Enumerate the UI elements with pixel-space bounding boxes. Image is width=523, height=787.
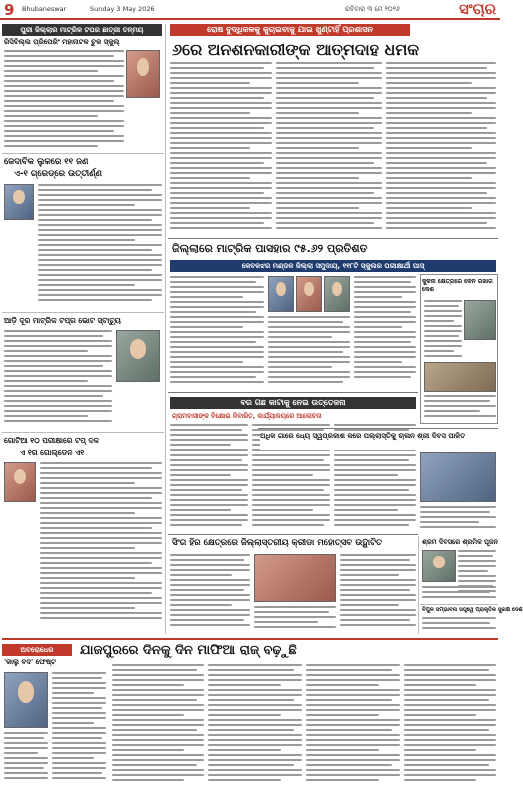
mid-headline: ଅଧିକ ଗାରେ ଧ୍ୟେ ସ୍ୱପ୍ରକାଶ କରେ ପଲ୍ଲାସ୍ତିକୁ ଚାଳାନ ଶ୍ରୀ ଦିବସ ପାଳିତ <box>260 432 496 450</box>
left-headline-2a: ଜେଦାବିକ ଲୁକରେ ୧୧ ଜଣ <box>4 157 89 167</box>
topper-photo-3 <box>324 276 350 312</box>
masthead-logo: ସଂଚାର <box>459 0 496 18</box>
right-photo-2 <box>424 362 496 392</box>
left-top-band: ପୁରୀ ଜିଲ୍ଲାର ମାଟ୍ରିକ ଟପର ଛାତ୍ରୀ ତନ୍ମୟ <box>2 24 162 36</box>
bottom-kicker: ଅବରୋଧେର <box>2 644 72 656</box>
bottom-body-col2 <box>208 664 302 782</box>
student-photo-1 <box>126 50 160 98</box>
result-headline: ଜିଲ୍ଲାରେ ମାଟ୍ରିକ ପାସହାର ୯୫.୬୨ ପ୍ରତିଶତ <box>172 242 368 255</box>
right-body-3 <box>422 617 496 633</box>
bottom-body-col0 <box>52 672 106 782</box>
bottom-body-col1 <box>112 664 204 782</box>
left-headline-4b: ଏ ୧ଗ ଗୋଲ୍ଡେନ ଏ୧ <box>20 448 85 457</box>
result-body-col1 <box>170 276 264 388</box>
centre-body-col1 <box>170 424 248 532</box>
left-top-body <box>4 50 124 150</box>
mid-body <box>420 506 496 532</box>
left-body-2 <box>38 184 162 306</box>
bottom-photo <box>4 672 48 728</box>
left-headline-4: ଗୋଟିଆ ୧୦ ପରୀକ୍ଷାରେ ଟପ୍ ଦଳ <box>4 436 99 445</box>
main-body-col3 <box>386 62 496 237</box>
left-body-4 <box>40 462 162 627</box>
right-body-2b <box>422 586 496 602</box>
top-banner: ରୋଷ ବୁଦ୍ଧିକଳକୁ କୁଚାଇବାକୁ ଯାଇ ଖୁଣ୍ଟାହିଁ ପ୍ରଶାସନ <box>170 24 410 36</box>
student-photo-2 <box>4 184 34 220</box>
sports-photo <box>254 554 336 602</box>
main-body-col2 <box>276 62 382 237</box>
centre-band: ବର ଗଛ କାଟାକୁ ନେଇ ଉତ୍ତେଜନା <box>170 397 416 409</box>
right-headline-2: ଶ୍ରମ ଦିବସରେ ଶ୍ରମିକ ପୂଜନ <box>422 538 499 546</box>
right-photo-1 <box>464 300 496 340</box>
left-headline-3: ଆଡ଼ି ଦୂର ମାଟ୍ରିକ ଟପ୍‌ର ଭୋଟ ସ୍ଟାଚ୍ୟୁ <box>4 316 121 325</box>
right-body-1a <box>424 300 462 360</box>
page-header <box>0 0 500 20</box>
right-body-1b <box>424 395 496 422</box>
bottom-kicker-2: 'କାଲୁ ବଦ' ଫେଷ୍ଟ <box>4 658 56 666</box>
main-headline: ୬ରେ ଅନଶନକାରୀଙ୍କ ଆତ୍ମଦାହ ଧମକ <box>172 40 420 59</box>
bottom-headline: ଯାଜପୁରରେ ଦିନକୁ ଦିନ ମାଫିଆ ରାଜ୍ ବଢ଼ୁଛି <box>80 643 297 658</box>
main-body-col1 <box>170 62 272 237</box>
result-body-col2 <box>268 316 350 388</box>
student-photo-3 <box>116 330 160 382</box>
bottom-body-col4 <box>404 664 496 782</box>
left-body-3 <box>4 330 112 426</box>
bottom-body-caption <box>4 732 48 782</box>
result-subband: କେବଳଝର ମଣ୍ଡଳ ଜିଲ୍ଲା ସମୁଦାୟ, ୧୧୮ଟି ସ୍କୁଲର ପରୀକ୍ଷାର୍ଥୀ ପାସ୍ <box>170 260 496 272</box>
sports-body-col2 <box>254 606 336 632</box>
right-headline-1: କୁକନା କ୍ଷେତ୍ରରେ କେନ ରଖାଗ କେଶ <box>422 278 493 293</box>
sports-body-col1 <box>170 554 250 632</box>
date-label: Sunday 3 May 2026 <box>90 5 155 13</box>
bottom-body-col3 <box>306 664 400 782</box>
left-headline-2b: ଏ-୧ ଗ୍ରେଡ୍‌ରେ ଉତ୍ତୀର୍ଣ୍ଣ <box>14 169 102 179</box>
topper-photo-1 <box>268 276 294 312</box>
sports-headline: ସିଂଗ ହିର କ୍ଷେତ୍ରରେ ଜିଲ୍ଲାସ୍ତରୀୟ କ୍ରୀଡା ମହୋତ୍ସବ ଉଦ୍ଘାଟିତ <box>172 538 383 548</box>
topper-photo-2 <box>296 276 322 312</box>
right-headline-3: ବିପୁଳ ସମ୍ଭାବନା ସତ୍ତ୍ୱେ ପ୍ରାକୃତିକ ସୁରକ୍ଷ ଦେଶ <box>422 607 523 613</box>
sports-body-col3 <box>340 554 416 632</box>
centre-subhead: ଗ୍ରାମବାସୀଙ୍କ ବିକ୍ଷୋଭ ନିବାରିତ, କାର୍ଯ୍ୟାଳୟରେ ଆଲୋଚନା <box>172 412 322 420</box>
date-odia-label: ରବିବାର ୩ ମେ ୨୦୨୬ <box>345 5 400 13</box>
page-number: 9 <box>4 1 15 19</box>
right-photo-3 <box>422 550 456 582</box>
left-top-headline: ରିସିବିଲ୍ଲ ପ୍ରିପେରିଂ ମହାନାଟକ ଚୁକ ସ୍କୁଲ୍ <box>4 38 120 46</box>
student-photo-4 <box>4 462 36 502</box>
mid-photo <box>420 452 496 502</box>
city-label: Bhubaneswar <box>22 5 67 13</box>
result-body-col3 <box>354 276 416 388</box>
